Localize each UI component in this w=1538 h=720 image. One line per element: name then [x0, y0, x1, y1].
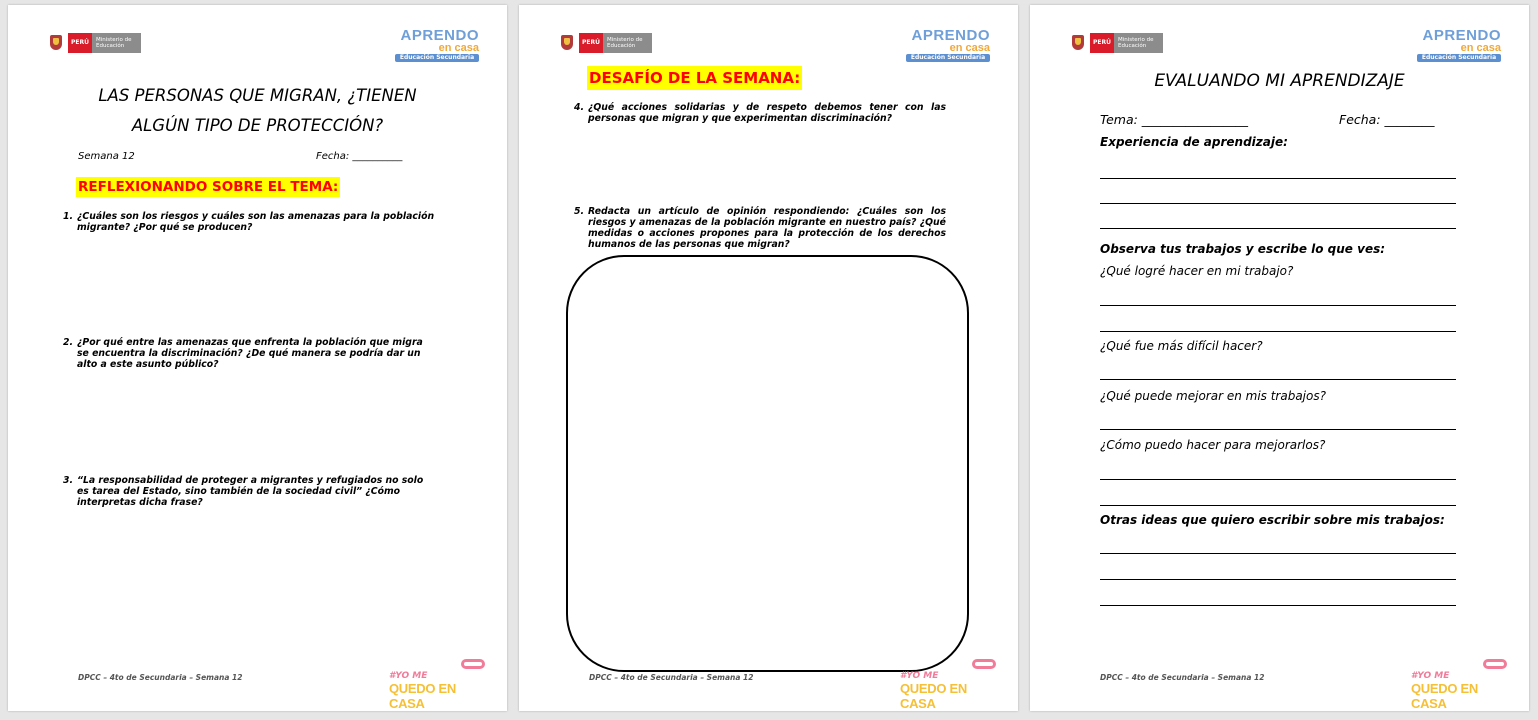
title-line-2: ALGÚN TIPO DE PROTECCIÓN?	[131, 116, 384, 135]
ministerio-label: Ministerio de Educación	[603, 33, 652, 53]
question-number: 3.	[63, 475, 74, 486]
question-text: “La responsabilidad de proteger a migrantes y refugiados no solo es tarea del Estado, sino también de la sociedad civil” ¿Cómo interpretas dicha frase?	[77, 475, 424, 508]
yo-me-text: #YO ME	[389, 671, 428, 681]
answer-line[interactable]	[1100, 553, 1456, 554]
en-casa-text: en casa	[1460, 42, 1501, 54]
question-text: ¿Por qué entre las amenazas que enfrenta la población que migra se encuentra la discriminación? ¿De qué manera se podría dar un alto a este asunto público?	[77, 337, 423, 370]
coat-of-arms-icon	[48, 34, 64, 52]
answer-line[interactable]	[1100, 178, 1456, 179]
answer-line[interactable]	[1100, 429, 1456, 430]
fecha-field: Fecha: ________	[1339, 112, 1435, 127]
quedo-en-casa-text: QUEDO EN CASA	[900, 681, 967, 711]
page-title: EVALUANDO MI APRENDIZAJE	[1154, 71, 1405, 91]
ministerio-label: Ministerio de Educación	[1114, 33, 1163, 53]
otras-ideas-heading: Otras ideas que quiero escribir sobre mis trabajos:	[1100, 513, 1445, 527]
section-heading: DESAFÍO DE LA SEMANA:	[587, 66, 802, 90]
question-dificil: ¿Qué fue más difícil hacer?	[1100, 339, 1263, 353]
peru-label: PERÚ	[68, 33, 92, 53]
question-5	[574, 206, 946, 250]
question-3	[63, 475, 437, 508]
question-como: ¿Cómo puedo hacer para mejorarlos?	[1100, 438, 1326, 452]
coat-of-arms-icon	[559, 34, 575, 52]
experiencia-heading: Experiencia de aprendizaje:	[1100, 135, 1288, 149]
document-page-3	[1030, 5, 1529, 711]
educacion-secundaria-text: Educación Secundaria	[395, 54, 479, 62]
fecha-field: Fecha: __________	[316, 151, 403, 162]
answer-line[interactable]	[1100, 579, 1456, 580]
yo-me-text: #YO ME	[1411, 671, 1450, 681]
document-page-1	[8, 5, 507, 711]
aprendo-text: APRENDO	[400, 27, 479, 44]
question-text: ¿Qué acciones solidarias y de respeto debemos tener con las personas que migran y que experimentan discriminación?	[588, 102, 946, 124]
answer-line[interactable]	[1100, 331, 1456, 332]
answer-line[interactable]	[1100, 203, 1456, 204]
section-heading: REFLEXIONANDO SOBRE EL TEMA:	[78, 179, 339, 195]
footer-text: DPCC – 4to de Secundaria – Semana 12	[1100, 673, 1265, 682]
question-mejorar: ¿Qué puede mejorar en mis trabajos?	[1100, 389, 1326, 403]
aprendo-en-casa-logo	[395, 28, 479, 62]
answer-line[interactable]	[1100, 479, 1456, 480]
badge-icon	[1483, 659, 1507, 669]
quedo-en-casa-text: QUEDO EN CASA	[389, 681, 456, 711]
footer-text: DPCC – 4to de Secundaria – Semana 12	[589, 673, 754, 682]
aprendo-text: APRENDO	[1422, 27, 1501, 44]
badge-icon	[972, 659, 996, 669]
page-title	[48, 81, 467, 141]
coat-of-arms-icon	[1070, 34, 1086, 52]
question-text: Redacta un artículo de opinión respondiendo: ¿Cuáles son los riesgos y amenazas de la población migrante en nuestro país? ¿Qué medidas o acciones propones para la protección de los derechos humanos de las personas que migran?	[588, 206, 946, 250]
educacion-secundaria-text: Educación Secundaria	[906, 54, 990, 62]
question-2	[63, 337, 437, 370]
title-line-1: LAS PERSONAS QUE MIGRAN, ¿TIENEN	[98, 86, 417, 105]
yo-me-text: #YO ME	[900, 671, 939, 681]
ministry-logo	[48, 32, 141, 54]
answer-line[interactable]	[1100, 305, 1456, 306]
answer-box[interactable]	[566, 255, 969, 672]
question-4	[574, 102, 946, 124]
footer-text: DPCC – 4to de Secundaria – Semana 12	[78, 673, 243, 682]
answer-line[interactable]	[1100, 605, 1456, 606]
educacion-secundaria-text: Educación Secundaria	[1417, 54, 1501, 62]
ministry-logo	[559, 32, 652, 54]
ministerio-label: Ministerio de Educación	[92, 33, 141, 53]
observa-heading: Observa tus trabajos y escribe lo que ves:	[1100, 242, 1386, 256]
answer-line[interactable]	[1100, 228, 1456, 229]
question-number: 2.	[63, 337, 74, 348]
yo-me-quedo-en-casa-logo	[1407, 659, 1515, 711]
tema-field: Tema: _________________	[1100, 112, 1249, 127]
quedo-en-casa-text: QUEDO EN CASA	[1411, 681, 1478, 711]
aprendo-text: APRENDO	[911, 27, 990, 44]
aprendo-en-casa-logo	[906, 28, 990, 62]
semana-label: Semana 12	[78, 151, 135, 162]
ministry-logo	[1070, 32, 1163, 54]
document-page-2	[519, 5, 1018, 711]
question-number: 5.	[574, 206, 585, 217]
question-number: 1.	[63, 211, 74, 222]
badge-icon	[461, 659, 485, 669]
yo-me-quedo-en-casa-logo	[385, 659, 493, 711]
answer-line[interactable]	[1100, 379, 1456, 380]
peru-label: PERÚ	[579, 33, 603, 53]
question-number: 4.	[574, 102, 585, 113]
en-casa-text: en casa	[949, 42, 990, 54]
question-logre: ¿Qué logré hacer en mi trabajo?	[1100, 264, 1294, 278]
answer-line[interactable]	[1100, 505, 1456, 506]
yo-me-quedo-en-casa-logo	[896, 659, 1004, 711]
peru-label: PERÚ	[1090, 33, 1114, 53]
question-text: ¿Cuáles son los riesgos y cuáles son las amenazas para la población migrante? ¿Por qué se producen?	[77, 211, 435, 233]
question-1	[63, 211, 437, 233]
en-casa-text: en casa	[438, 42, 479, 54]
aprendo-en-casa-logo	[1417, 28, 1501, 62]
